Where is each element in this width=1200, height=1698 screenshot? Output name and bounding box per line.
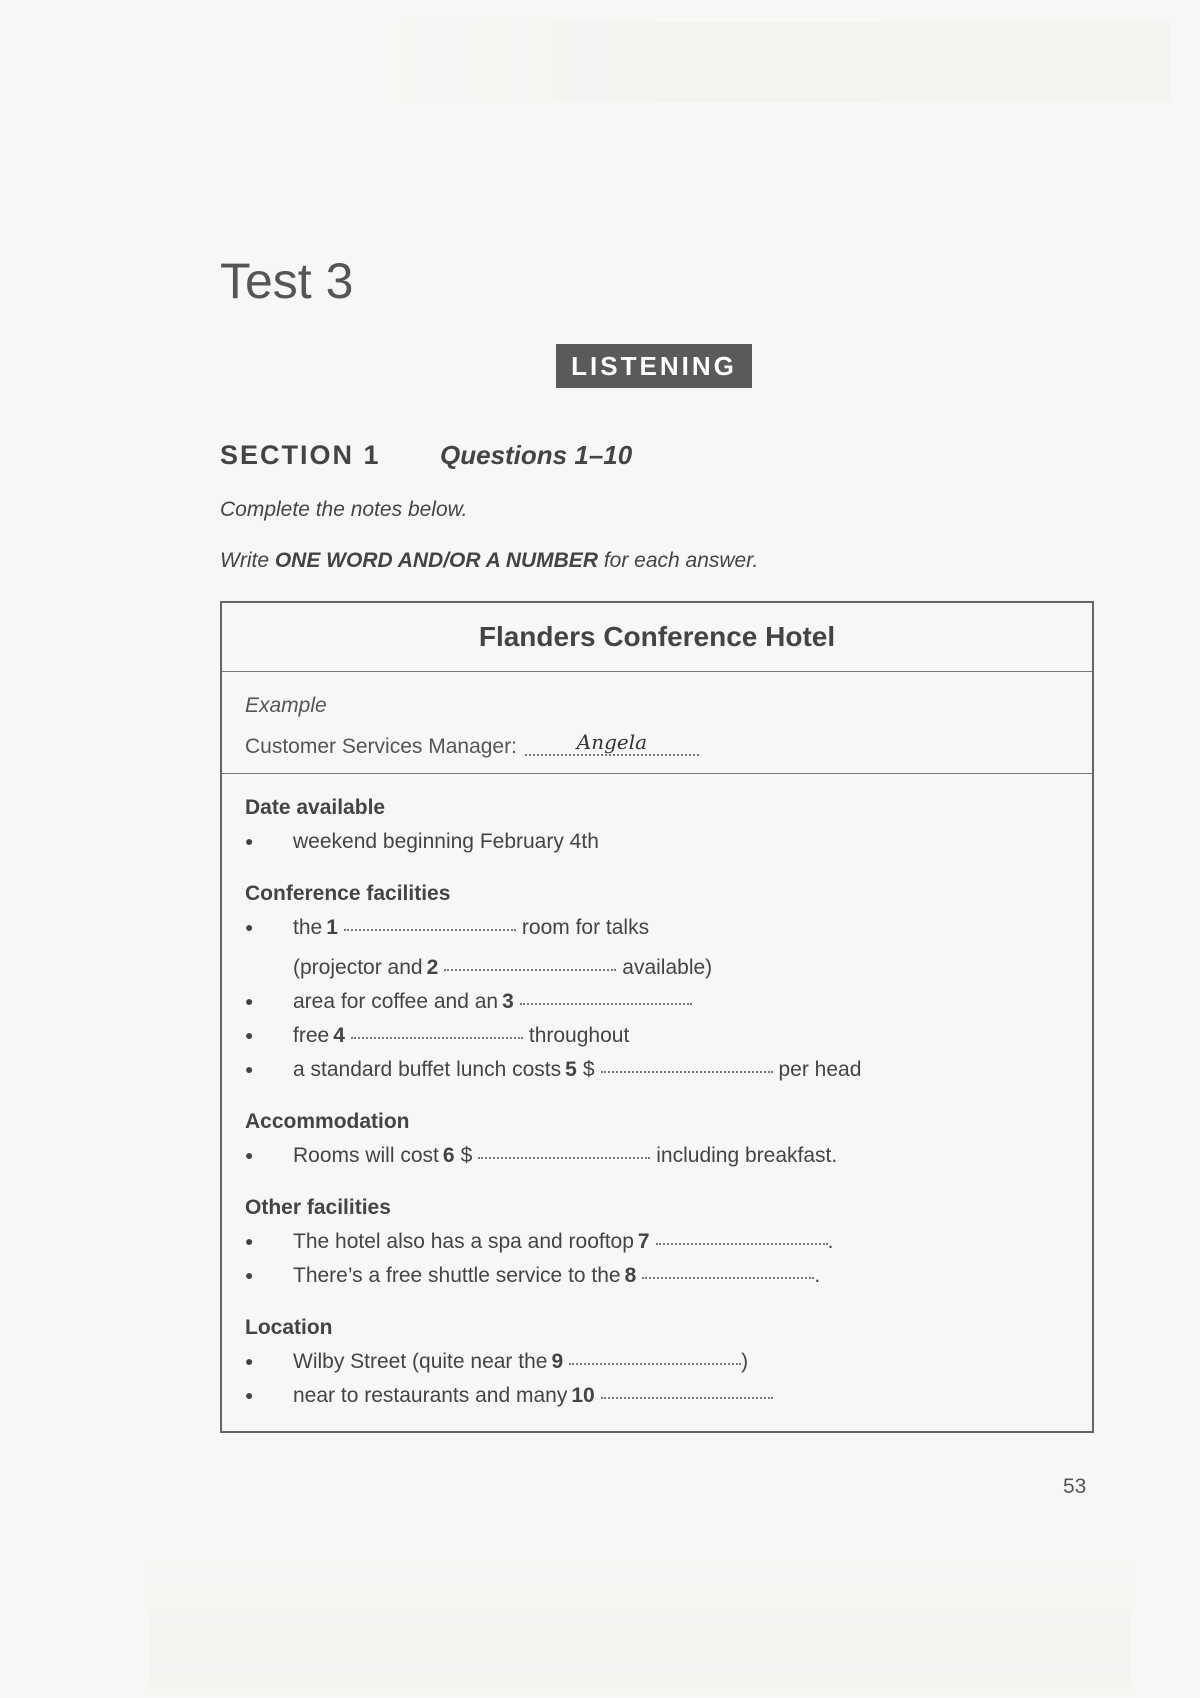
q5-post-text: per head <box>778 1058 862 1081</box>
q2-pre-text: (projector and <box>293 956 423 979</box>
answer-gap-5[interactable] <box>601 1070 773 1073</box>
heading-location: Location <box>245 1316 333 1339</box>
q9-pre-text: Wilby Street (quite near the <box>293 1350 548 1373</box>
instruction-post: for each answer. <box>597 549 759 572</box>
bullet-icon: ● <box>245 1061 254 1077</box>
q9-number: 9 <box>551 1350 564 1373</box>
example-block <box>222 672 1092 774</box>
q1-pre-text: the <box>293 916 323 939</box>
example-line <box>245 730 699 760</box>
bullet-icon: ● <box>245 1147 254 1163</box>
heading-accommodation: Accommodation <box>245 1110 410 1133</box>
listening-banner: LISTENING <box>556 344 752 388</box>
bullet-icon: ● <box>245 1353 254 1369</box>
bullet-icon: ● <box>245 1233 254 1249</box>
list-item-q9 <box>245 1350 748 1374</box>
answer-gap-7[interactable] <box>656 1242 828 1245</box>
section-header <box>220 440 632 471</box>
q8-number: 8 <box>624 1264 637 1287</box>
q10-pre-text: near to restaurants and many <box>293 1384 568 1407</box>
instruction-bold: ONE WORD AND/OR A NUMBER <box>274 549 598 572</box>
q5-pre-text: a standard buffet lunch costs <box>293 1058 562 1081</box>
list-item-q8 <box>245 1264 820 1288</box>
list-item-q6 <box>245 1144 837 1168</box>
scan-shadow-bottom <box>150 1560 1130 1690</box>
q6-post-text: including breakfast. <box>656 1144 838 1167</box>
date-item-text: weekend beginning February 4th <box>293 830 599 853</box>
scan-shadow-top <box>380 22 1170 102</box>
list-item-date <box>245 830 599 854</box>
bullet-icon: ● <box>245 1027 254 1043</box>
heading-date-available: Date available <box>245 796 386 819</box>
example-field: Customer Services Manager: <box>245 735 517 758</box>
q5-number: 5 <box>565 1058 577 1081</box>
q9-post-text: ) <box>741 1350 749 1373</box>
bullet-icon: ● <box>245 1387 254 1403</box>
bullet-icon: ● <box>245 833 254 849</box>
example-label: Example <box>245 694 327 717</box>
heading-conference-facilities: Conference facilities <box>245 882 451 905</box>
example-answer: Angela <box>525 730 699 756</box>
heading-other-facilities: Other facilities <box>245 1196 391 1219</box>
answer-gap-10[interactable] <box>601 1396 773 1399</box>
q8-pre-text: There’s a free shuttle service to the <box>293 1264 621 1287</box>
q5-currency: $ <box>582 1058 595 1081</box>
q2-post-text: available) <box>622 956 713 979</box>
answer-gap-8[interactable] <box>642 1276 814 1279</box>
notes-title: Flanders Conference Hotel <box>222 603 1092 672</box>
instruction-pre: Write <box>220 549 275 572</box>
q1-post-text: room for talks <box>521 916 650 939</box>
bullet-icon: ● <box>245 993 254 1009</box>
list-item-q3 <box>245 990 698 1014</box>
list-item-q10 <box>245 1384 779 1408</box>
q4-pre-text: free <box>293 1024 330 1047</box>
list-item-q5 <box>245 1058 861 1082</box>
q4-post-text: throughout <box>528 1024 630 1047</box>
section-label: SECTION 1 <box>220 440 381 470</box>
q7-number: 7 <box>637 1230 650 1253</box>
instruction-complete-notes: Complete the notes below. <box>220 498 468 521</box>
answer-gap-3[interactable] <box>520 1002 692 1005</box>
bullet-icon: ● <box>245 919 254 935</box>
list-item-q2 <box>245 956 712 980</box>
answer-gap-9[interactable] <box>569 1362 741 1365</box>
q1-number: 1 <box>326 916 338 939</box>
page-number: 53 <box>1063 1475 1087 1498</box>
test-title: Test 3 <box>220 253 354 309</box>
list-item-q7 <box>245 1230 833 1254</box>
q6-pre-text: Rooms will cost <box>293 1144 439 1167</box>
answer-gap-2[interactable] <box>444 968 616 971</box>
list-item-q1 <box>245 916 649 940</box>
q3-number: 3 <box>502 990 514 1013</box>
q3-pre-text: area for coffee and an <box>293 990 499 1013</box>
answer-gap-1[interactable] <box>344 928 516 931</box>
notes-box <box>220 601 1094 1433</box>
answer-gap-6[interactable] <box>478 1156 650 1159</box>
q7-post-text: . <box>827 1230 834 1253</box>
q4-number: 4 <box>333 1024 345 1047</box>
q8-post-text: . <box>814 1264 821 1287</box>
section-questions: Questions 1–10 <box>440 440 633 470</box>
q7-pre-text: The hotel also has a spa and rooftop <box>293 1230 634 1253</box>
q6-number: 6 <box>442 1144 455 1167</box>
instruction-word-limit <box>220 549 758 573</box>
q2-number: 2 <box>426 956 439 979</box>
answer-gap-4[interactable] <box>351 1036 523 1039</box>
list-item-q4 <box>245 1024 629 1048</box>
q10-number: 10 <box>571 1384 595 1407</box>
q6-currency: $ <box>460 1144 473 1167</box>
bullet-icon: ● <box>245 1267 254 1283</box>
